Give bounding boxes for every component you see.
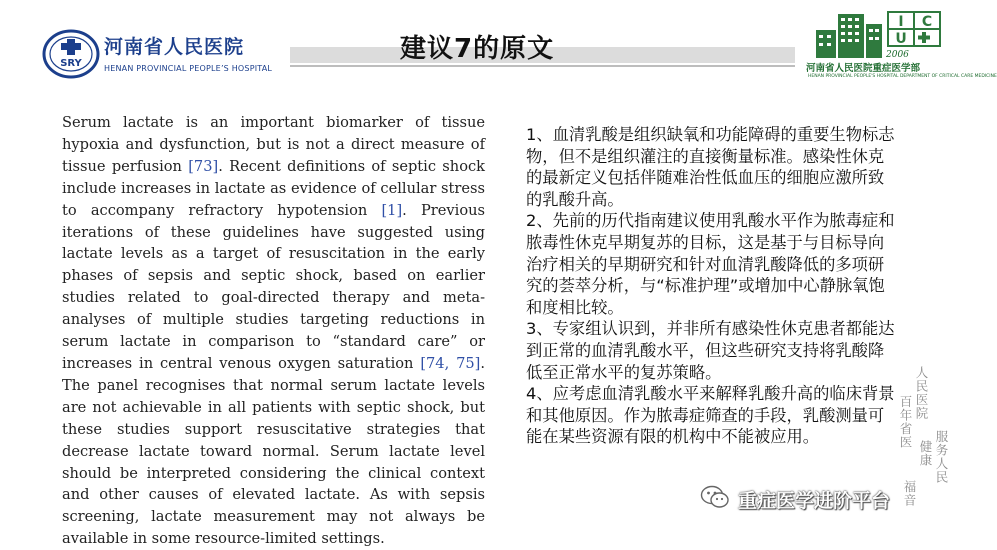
calligraphy-column: 人民医院 xyxy=(914,366,929,420)
hospital-name-cn: 河南省人民医院 xyxy=(104,36,245,58)
english-paragraph xyxy=(62,112,485,550)
hospital-emblem-icon xyxy=(42,29,100,79)
icu-logo xyxy=(806,8,997,86)
icu-dept-en: HENAN PROVINCIAL PEOPLE'S HOSPITAL DEPARTMENT OF CRITICAL CARE MEDICINE xyxy=(808,74,997,79)
watermark-text: 重症医学进阶平台 xyxy=(738,489,891,512)
icu-building-icon xyxy=(808,8,954,60)
calligraphy-column: 健康 xyxy=(918,440,933,467)
header-bar-underline xyxy=(290,65,795,67)
icu-letter-i: I xyxy=(898,14,904,30)
english-text: . Previous iterations of these guidelines have suggested using lactate levels as a target of resuscitation in the early phases of sepsis and septic shock, based on earlier studies related to goal-directed therapy and meta-analyses of multiple studies targeting reductions in serum lactate in comparison to “standard care” or increases in central venous oxygen saturation xyxy=(62,201,485,372)
emblem-text: SRY xyxy=(60,58,82,69)
citation-link[interactable]: [74, 75] xyxy=(420,354,481,372)
calligraphy-column: 福音 xyxy=(902,480,917,507)
icu-year: 2006 xyxy=(886,50,909,60)
page-title: 建议7的原文 xyxy=(400,34,555,64)
chinese-item: 2、先前的历代指南建议使用乳酸水平作为脓毒症和脓毒性休克早期复苏的目标，这是基于与目标导向治疗相关的早期研究和针对血清乳酸降低的多项研究的荟萃分析，与“标准护理”或增加中心静脉氧饱和度相比较。 xyxy=(526,211,895,317)
hospital-name-en: HENAN PROVINCIAL PEOPLE’S HOSPITAL xyxy=(104,64,273,73)
wechat-icon xyxy=(700,484,730,514)
citation-link[interactable]: [73] xyxy=(188,157,219,175)
icu-dept-cn: 河南省人民医院重症医学部 xyxy=(806,63,921,74)
chinese-item: 1、血清乳酸是组织缺氧和功能障碍的重要生物标志物，但不是组织灌注的直接衡量标准。感染性休克的最新定义包括伴随难治性低血压的细胞应激所致的乳酸升高。 xyxy=(526,125,895,209)
icu-letter-u: U xyxy=(895,31,907,47)
citation-link[interactable]: [1] xyxy=(381,201,403,219)
watermark xyxy=(700,484,890,514)
chinese-translation xyxy=(526,124,898,448)
chinese-item: 4、应考虑血清乳酸水平来解释乳酸升高的临床背景和其他原因。作为脓毒症筛查的手段，乳酸测量可能在某些资源有限的机构中不能被应用。 xyxy=(526,384,895,447)
icu-letter-c: C xyxy=(921,14,933,30)
english-text: Serum lactate is an important biomarker of tissue hypoxia and dysfunction, but is not a direct measure of tissue perfusion xyxy=(62,114,485,175)
english-text: . The panel recognises that normal serum lactate levels are not achievable in all patients with septic shock, but these studies support resuscitative strategies that decrease lactate toward normal. Serum lactate level should be interpreted considering the clinical context and other causes of elevated lactate. As with sepsis screening, lactate measurement may not always be available in some resource-limited settings. xyxy=(62,354,485,548)
hospital-logo xyxy=(42,26,272,82)
chinese-item: 3、专家组认识到，并非所有感染性休克患者都能达到正常的血清乳酸水平，但这些研究支持将乳酸降低至正常水平的复苏策略。 xyxy=(526,319,895,382)
calligraphy-column: 服务人民 xyxy=(934,430,949,484)
english-text: . Recent definitions of septic shock include increases in lactate as evidence of cellular stress to accompany refractory hypotension xyxy=(62,157,485,219)
calligraphy-column: 百年省医 xyxy=(898,395,913,449)
